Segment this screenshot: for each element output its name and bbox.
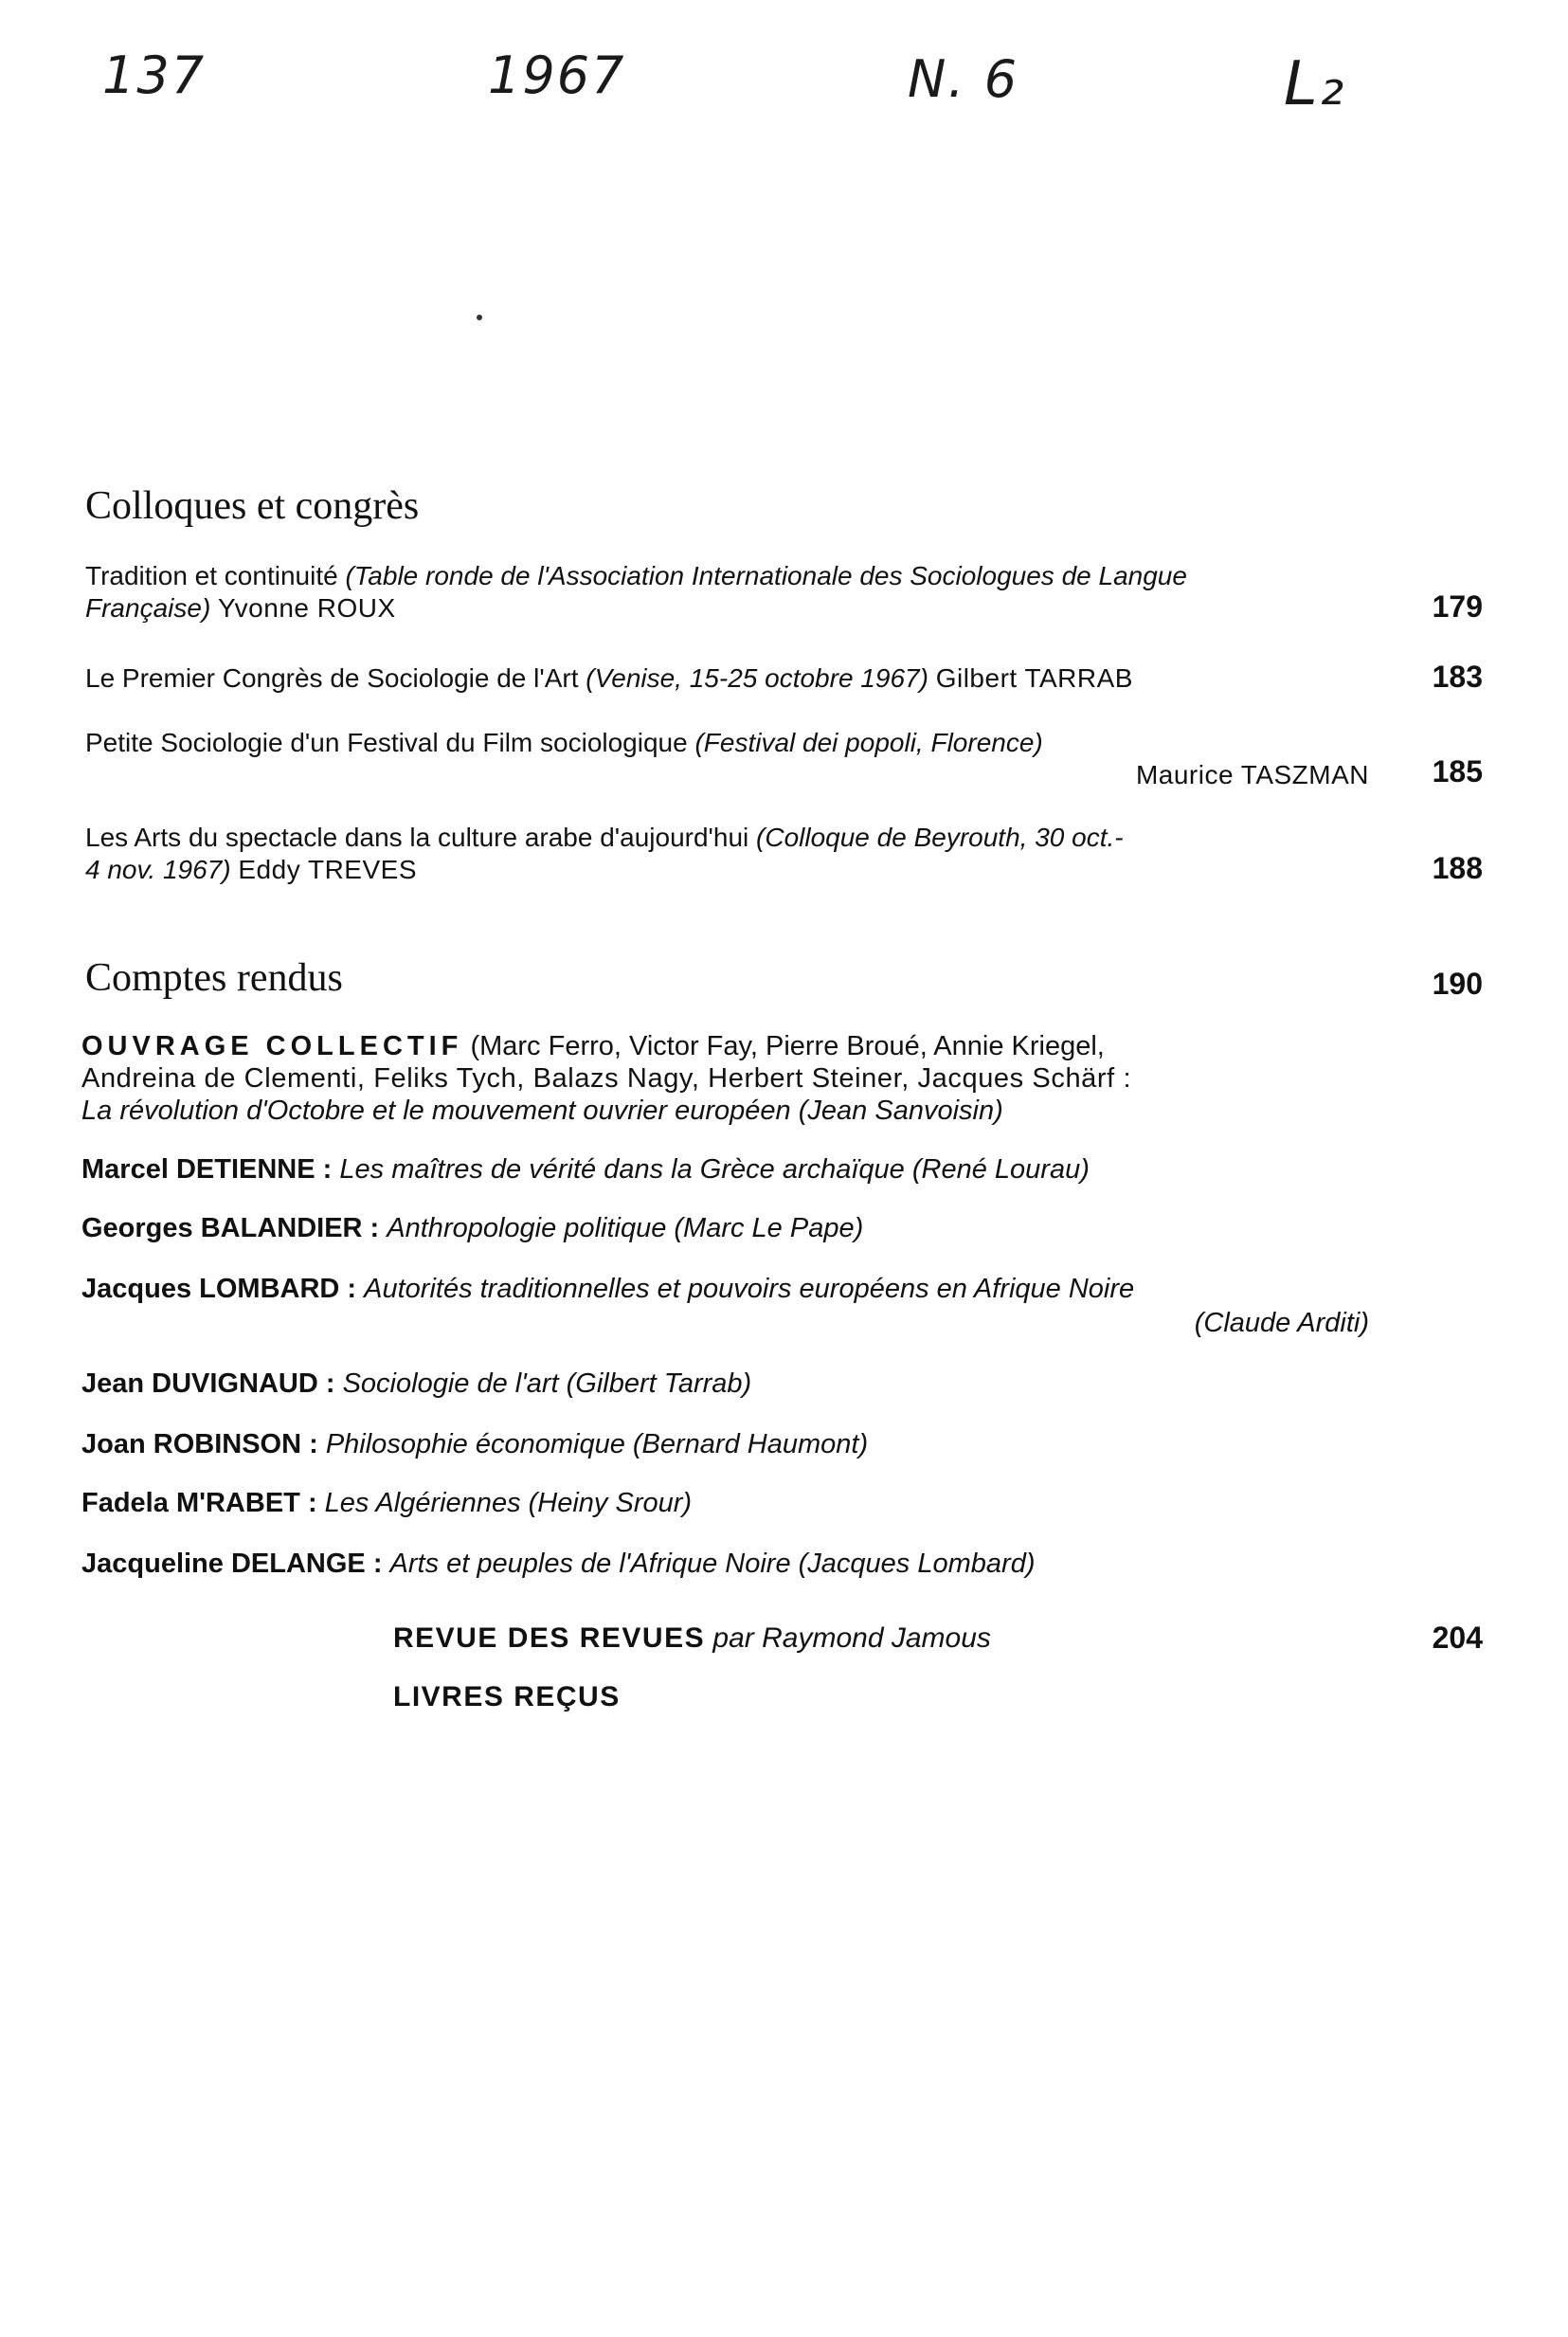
paper-speck bbox=[477, 315, 482, 320]
toc-entry-revue-des-revues: REVUE DES REVUES par Raymond Jamous bbox=[393, 1622, 991, 1654]
review-mrabet: Fadela M'RABET : Les Algériennes (Heiny Srour) bbox=[81, 1488, 693, 1518]
toc-entry-tradition-line-2: Française) Yvonne ROUX bbox=[85, 593, 396, 623]
toc-entry-arts-spectacle-line-2: 4 nov. 1967) Eddy TREVES bbox=[85, 855, 417, 884]
toc-entry-arts-spectacle-line-1: Les Arts du spectacle dans la culture arabe d'aujourd'hui (Colloque de Beyrouth, 30 oct.- bbox=[85, 823, 1124, 852]
page-number-188: 188 bbox=[1432, 851, 1483, 885]
handwritten-issue: N. 6 bbox=[908, 49, 1019, 109]
review-lombard-reviewer: (Claude Arditi) bbox=[1194, 1308, 1369, 1338]
section-title-colloques: Colloques et congrès bbox=[85, 484, 420, 528]
review-delange: Jacqueline DELANGE : Arts et peuples de l'Afrique Noire (Jacques Lombard) bbox=[81, 1549, 1036, 1579]
page-number-185: 185 bbox=[1432, 754, 1483, 788]
toc-entry-livres-recus: LIVRES REÇUS bbox=[393, 1681, 621, 1712]
page-number-183: 183 bbox=[1432, 660, 1483, 694]
toc-entry-congres-art: Le Premier Congrès de Sociologie de l'Art (Venise, 15-25 octobre 1967) Gilbert TARRAB bbox=[85, 663, 1133, 693]
handwritten-year: 1967 bbox=[488, 45, 626, 105]
toc-entry-festival-author: Maurice TASZMAN bbox=[1135, 760, 1369, 789]
page-number-190: 190 bbox=[1432, 967, 1483, 1001]
review-detienne: Marcel DETIENNE : Les maîtres de vérité dans la Grèce archaïque (René Lourau) bbox=[81, 1154, 1090, 1185]
section-title-comptes-rendus: Comptes rendus bbox=[85, 956, 343, 1000]
toc-entry-tradition-line-1: Tradition et continuité (Table ronde de l'Association Internationale des Sociologues de Langue bbox=[85, 561, 1187, 590]
review-duvignaud: Jean DUVIGNAUD : Sociologie de l'art (Gilbert Tarrab) bbox=[81, 1368, 752, 1399]
review-collectif-line-3: La révolution d'Octobre et le mouvement ouvrier européen (Jean Sanvoisin) bbox=[81, 1096, 1003, 1126]
review-collectif-line-2: Andreina de Clementi, Feliks Tych, Balazs Nagy, Herbert Steiner, Jacques Schärf : bbox=[81, 1063, 1132, 1094]
review-robinson: Joan ROBINSON : Philosophie économique (Bernard Haumont) bbox=[81, 1429, 869, 1459]
page-number-179: 179 bbox=[1432, 589, 1483, 624]
page-number-204: 204 bbox=[1432, 1621, 1483, 1655]
handwritten-number: 137 bbox=[102, 45, 207, 105]
handwritten-mark: L₂ bbox=[1284, 49, 1346, 119]
review-balandier: Georges BALANDIER : Anthropologie politique (Marc Le Pape) bbox=[81, 1213, 864, 1243]
review-lombard: Jacques LOMBARD : Autorités traditionnelles et pouvoirs européens en Afrique Noire bbox=[81, 1274, 1135, 1304]
toc-entry-festival-line-1: Petite Sociologie d'un Festival du Film sociologique (Festival dei popoli, Florence) bbox=[85, 728, 1043, 757]
review-collectif-line-1: OUVRAGE COLLECTIF (Marc Ferro, Victor Fay, Pierre Broué, Annie Kriegel, bbox=[81, 1031, 1105, 1061]
